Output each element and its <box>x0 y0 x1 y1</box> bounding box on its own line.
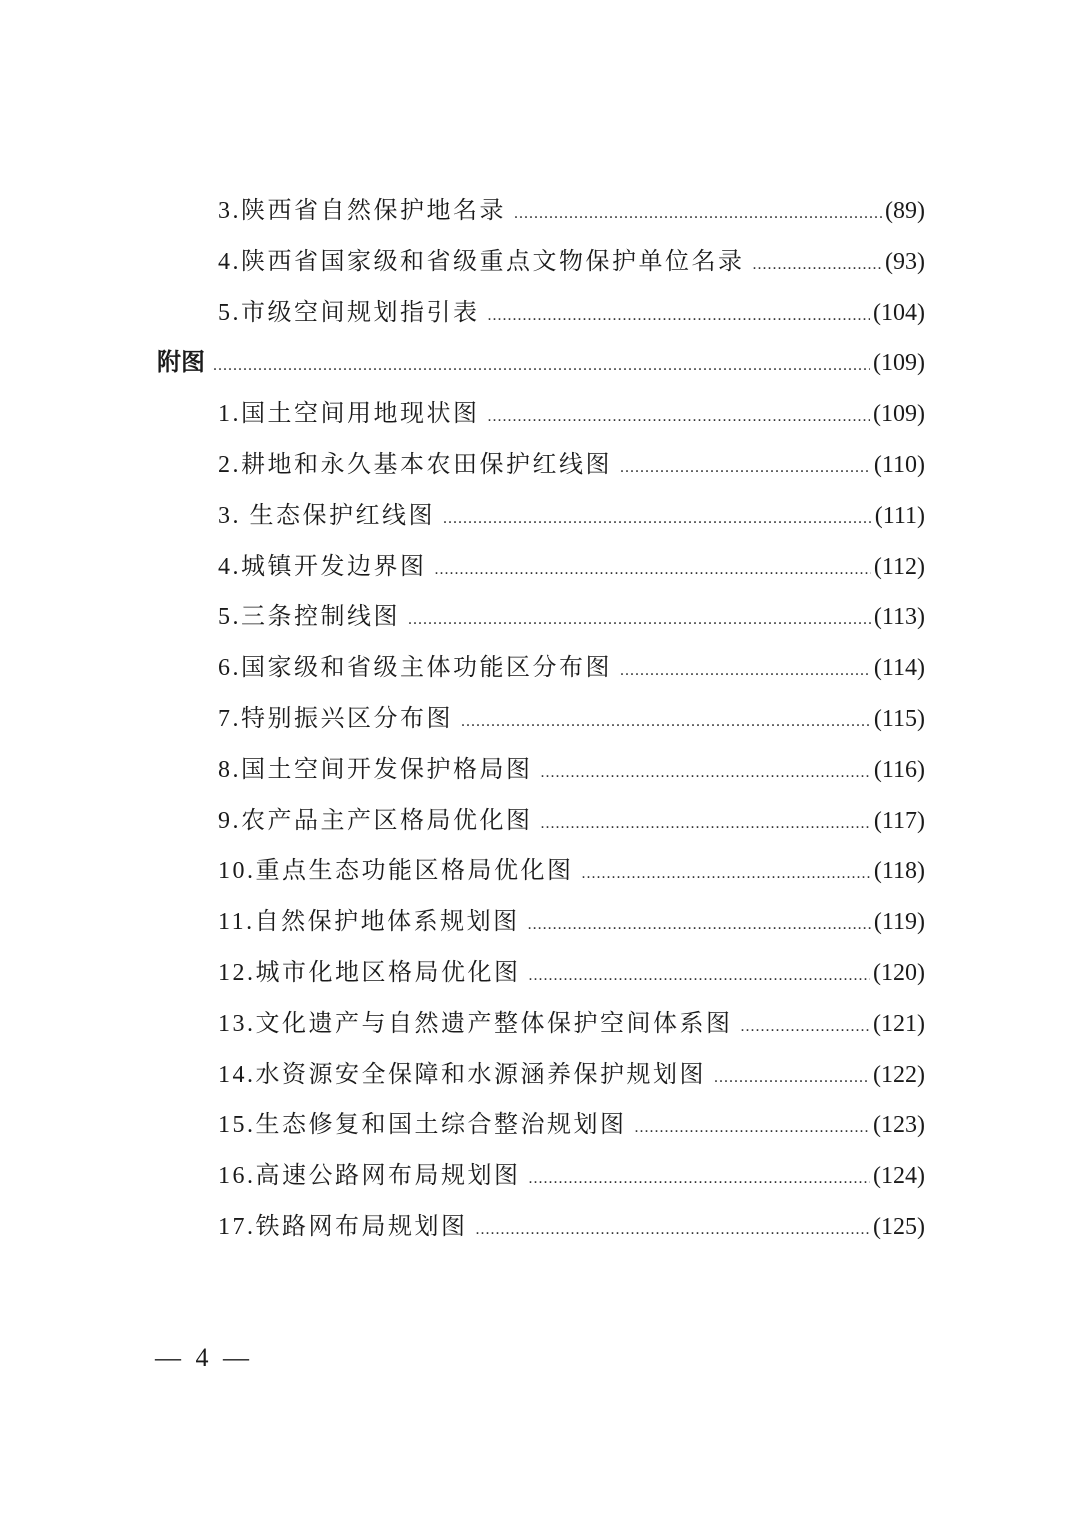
toc-entry-label: 8.国土空间开发保护格局图 <box>218 756 533 783</box>
toc-entry-label: 4.陕西省国家级和省级重点文物保护单位名录 <box>218 248 745 275</box>
toc-entry-page: (110) <box>873 451 925 478</box>
toc-entry-page: (125) <box>873 1213 925 1240</box>
toc-entry-label: 9.农产品主产区格局优化图 <box>218 807 533 834</box>
leader-dots <box>488 392 871 443</box>
toc-entry[interactable] <box>0 1202 1080 1253</box>
page-number: — 4 — <box>155 1343 253 1372</box>
toc-entry-page: (116) <box>873 756 925 783</box>
leader-dots <box>541 748 871 799</box>
leader-dots <box>620 443 871 494</box>
toc-section-page: (109) <box>873 350 925 377</box>
toc-entry[interactable] <box>0 897 1080 948</box>
toc-entry-page: (119) <box>873 909 925 936</box>
leader-dots <box>753 240 883 291</box>
leader-dots <box>435 545 871 596</box>
toc-entry-label: 3. 生态保护红线图 <box>218 502 435 529</box>
leader-dots <box>714 1053 870 1104</box>
leader-dots <box>488 291 871 342</box>
toc-entry[interactable] <box>0 389 1080 440</box>
leader-dots <box>582 849 871 900</box>
toc-entry[interactable] <box>0 542 1080 593</box>
toc-entry[interactable] <box>0 643 1080 694</box>
toc-entry[interactable] <box>0 846 1080 897</box>
toc-entry[interactable] <box>0 440 1080 491</box>
toc-entry[interactable] <box>0 1100 1080 1151</box>
toc-entry[interactable] <box>0 948 1080 999</box>
toc-entry-label: 17.铁路网布局规划图 <box>218 1213 468 1240</box>
leader-dots <box>635 1103 871 1154</box>
leader-dots <box>213 341 870 392</box>
toc-entry-page: (112) <box>873 553 925 580</box>
toc-entry-page: (104) <box>873 299 925 326</box>
toc-entry[interactable] <box>0 796 1080 847</box>
toc-entry-label: 7.特别振兴区分布图 <box>218 705 453 732</box>
toc-entry[interactable] <box>0 288 1080 339</box>
toc-entry-page: (120) <box>873 959 925 986</box>
toc-entry-page: (109) <box>873 401 925 428</box>
toc-entry-page: (113) <box>873 604 925 631</box>
toc-entry[interactable] <box>0 592 1080 643</box>
toc-entry-page: (121) <box>873 1010 925 1037</box>
leader-dots <box>408 595 871 646</box>
toc-entry-label: 13.文化遗产与自然遗产整体保护空间体系图 <box>218 1010 733 1037</box>
leader-dots <box>476 1205 871 1256</box>
toc-entry-label: 11.自然保护地体系规划图 <box>218 909 520 936</box>
toc-entry-page: (123) <box>873 1112 925 1139</box>
leader-dots <box>461 697 871 748</box>
leader-dots <box>541 799 871 850</box>
toc-entry-page: (114) <box>873 655 925 682</box>
toc-entry[interactable] <box>0 1050 1080 1101</box>
toc-entry-page: (118) <box>873 858 925 885</box>
toc-entry-page: (111) <box>874 502 925 529</box>
toc-entry-page: (93) <box>885 248 925 275</box>
leader-dots <box>528 900 871 951</box>
toc-entry[interactable] <box>0 694 1080 745</box>
toc-entry-label: 4.城镇开发边界图 <box>218 553 427 580</box>
toc-entry-label: 6.国家级和省级主体功能区分布图 <box>218 655 612 682</box>
leader-dots <box>741 1002 871 1053</box>
toc-entry[interactable] <box>0 745 1080 796</box>
toc-entry-page: (122) <box>873 1061 925 1088</box>
leader-dots <box>529 951 871 1002</box>
leader-dots <box>443 494 872 545</box>
table-of-contents <box>0 186 1080 1253</box>
toc-entry[interactable] <box>0 186 1080 237</box>
toc-entry[interactable] <box>0 999 1080 1050</box>
leader-dots <box>620 646 871 697</box>
toc-entry-page: (89) <box>885 198 925 224</box>
toc-entry-label: 1.国土空间用地现状图 <box>218 401 480 428</box>
toc-entry-label: 10.重点生态功能区格局优化图 <box>218 858 574 885</box>
toc-entry-label: 3.陕西省自然保护地名录 <box>218 198 506 224</box>
toc-section-label: 附图 <box>157 350 205 377</box>
toc-entry[interactable] <box>0 1151 1080 1202</box>
toc-entry-label: 12.城市化地区格局优化图 <box>218 959 521 986</box>
toc-entry-page: (124) <box>873 1163 925 1190</box>
toc-entry-label: 14.水资源安全保障和水源涵养保护规划图 <box>218 1061 706 1088</box>
toc-entry-page: (117) <box>873 807 925 834</box>
toc-entry-label: 2.耕地和永久基本农田保护红线图 <box>218 451 612 478</box>
toc-entry-label: 5.市级空间规划指引表 <box>218 299 480 326</box>
toc-entry-label: 15.生态修复和国土综合整治规划图 <box>218 1112 627 1139</box>
leader-dots <box>514 189 882 240</box>
toc-entry-label: 5.三条控制线图 <box>218 604 400 631</box>
toc-section-heading[interactable] <box>0 338 1080 389</box>
toc-entry-page: (115) <box>873 705 925 732</box>
toc-entry-label: 16.高速公路网布局规划图 <box>218 1163 521 1190</box>
leader-dots <box>529 1154 871 1205</box>
toc-entry[interactable] <box>0 491 1080 542</box>
toc-entry[interactable] <box>0 237 1080 288</box>
